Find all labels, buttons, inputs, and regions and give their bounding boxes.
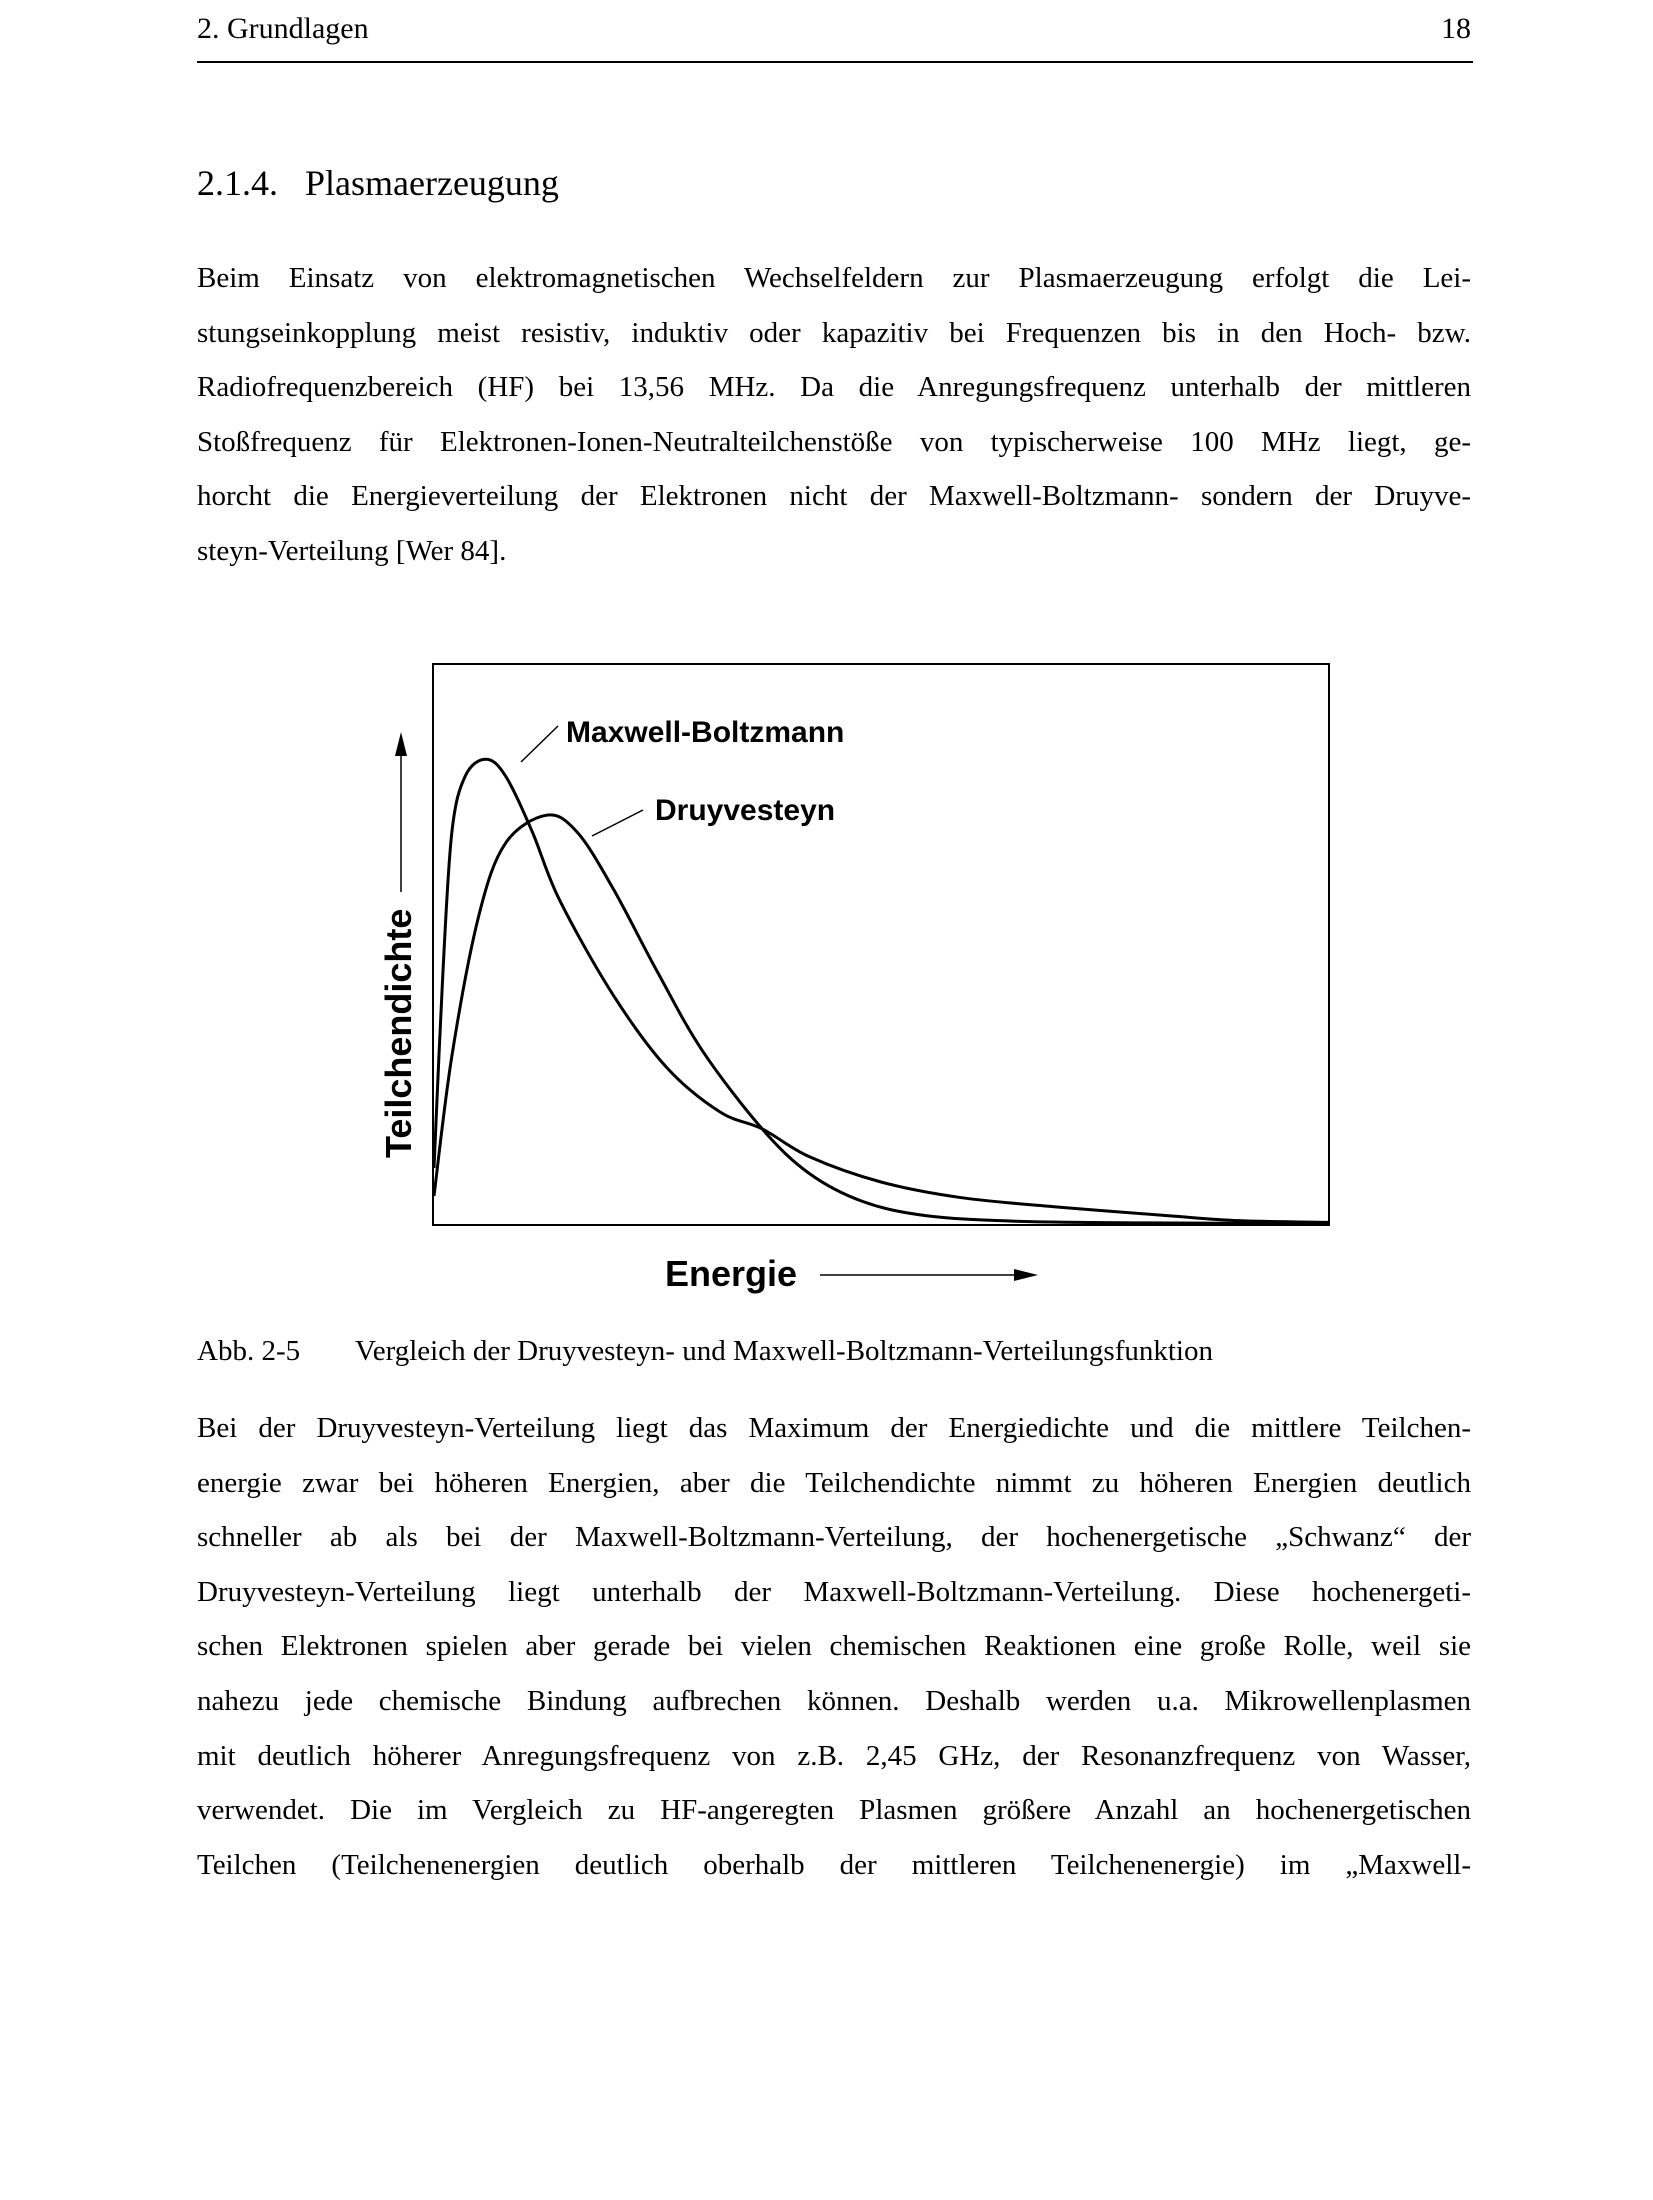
section-heading: 2.1.4. Plasmaerzeugung — [197, 163, 559, 203]
text-line: energie zwar bei höheren Energien, aber die Teilchendichte nimmt zu höheren Energien deutlich — [197, 1466, 1471, 1499]
legend-label-maxwell-boltzmann: Maxwell-Boltzmann — [566, 716, 845, 749]
text-line: nahezu jede chemische Bindung aufbrechen können. Deshalb werden u.a. Mikrowellenplasmen — [197, 1684, 1471, 1717]
text-line: steyn-Verteilung [Wer 84]. — [197, 534, 507, 567]
text-line: Stoßfrequenz für Elektronen-Ionen-Neutralteilchenstöße von typischerweise 100 MHz liegt, ge- — [197, 425, 1471, 458]
series-line-maxwell-boltzmann — [434, 759, 1328, 1222]
text-line: schneller ab als bei der Maxwell-Boltzmann-Verteilung, der hochenergetische „Schwanz“ der — [197, 1521, 1471, 1554]
text-line: Beim Einsatz von elektromagnetischen Wechselfeldern zur Plasmaerzeugung erfolgt die Lei- — [197, 262, 1471, 294]
text-line: mit deutlich höherer Anregungsfrequenz von z.B. 2,45 GHz, der Resonanzfrequenz von Wasser, — [197, 1739, 1471, 1772]
text-line: Teilchen (Teilchenenergien deutlich oberhalb der mittleren Teilchenenergie) im „Maxwell- — [197, 1848, 1471, 1881]
text-line: horcht die Energieverteilung der Elektronen nicht der Maxwell-Boltzmann- sondern der Druyve- — [197, 480, 1471, 513]
figure-number: Abb. 2-5 — [197, 1335, 301, 1367]
page-number: 18 — [1441, 12, 1471, 45]
leader-line-druyvesteyn — [592, 810, 643, 836]
text-line: schen Elektronen spielen aber gerade bei vielen chemischen Reaktionen eine große Rolle, weil sie — [197, 1630, 1471, 1663]
text-line: verwendet. Die im Vergleich zu HF-angeregten Plasmen größere Anzahl an hochenergetischen — [197, 1794, 1471, 1827]
series-line-druyvesteyn — [434, 815, 1328, 1224]
figure-caption-text: Vergleich der Druyvesteyn- und Maxwell-Boltzmann-Verteilungsfunktion — [355, 1335, 1213, 1367]
x-axis-label: Energie — [665, 1253, 798, 1294]
text-line: Radiofrequenzbereich (HF) bei 13,56 MHz. Da die Anregungsfrequenz unterhalb der mittleren — [197, 371, 1471, 404]
arrow-right-icon — [1014, 1269, 1038, 1281]
y-axis-label: Teilchendichte — [378, 908, 419, 1158]
text-line: Druyvesteyn-Verteilung liegt unterhalb der Maxwell-Boltzmann-Verteilung. Diese hochenergeti- — [197, 1575, 1471, 1608]
running-header-chapter: 2. Grundlagen — [197, 12, 369, 45]
text-line: stungseinkopplung meist resistiv, induktiv oder kapazitiv bei Frequenzen bis in den Hoch- bzw. — [197, 316, 1471, 349]
leader-line-maxwell — [521, 726, 558, 762]
arrow-up-icon — [395, 732, 407, 756]
figure-caption — [197, 1332, 1213, 1370]
legend-label-druyvesteyn: Druyvesteyn — [655, 794, 836, 827]
text-line: Bei der Druyvesteyn-Verteilung liegt das Maximum der Energiedichte und die mittlere Teilchen- — [197, 1412, 1471, 1444]
paragraph-2 — [197, 1401, 1471, 1892]
